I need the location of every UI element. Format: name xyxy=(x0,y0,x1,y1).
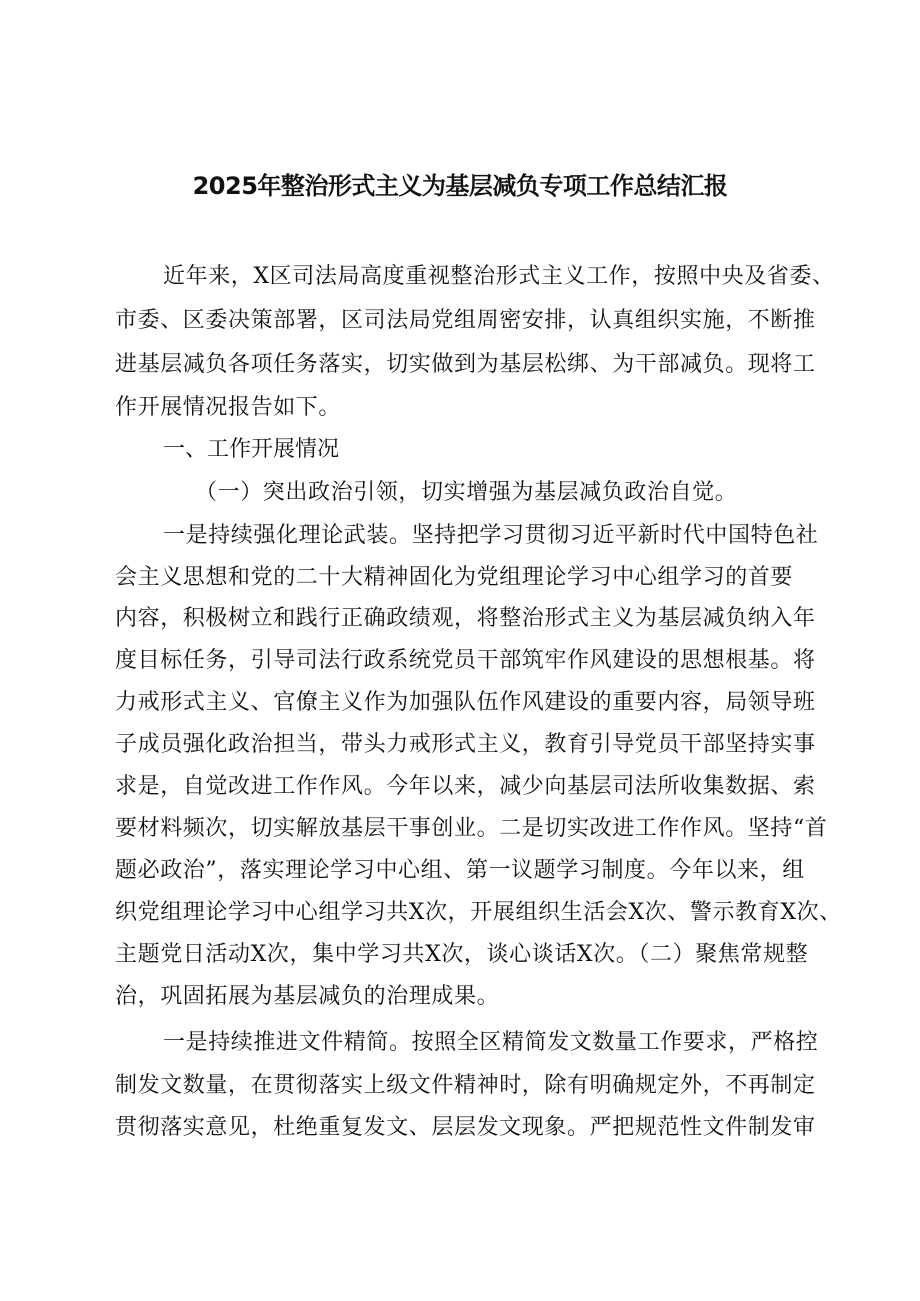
paragraph-line: 求是，自觉改进工作作风。今年以来，减少向基层司法所收集数据、索 xyxy=(115,774,816,799)
paragraph-line: 贯彻落实意见，杜绝重复发文、层层发文现象。严把规范性文件制发审 xyxy=(115,1115,816,1140)
document-title: 2025年整治形式主义为基层减负专项工作总结汇报 xyxy=(192,172,728,200)
section-heading: 一、工作开展情况 xyxy=(163,437,340,462)
paragraph-line: 子成员强化政治担当，带头力戒形式主义，教育引导党员干部坚持实事 xyxy=(115,732,816,757)
paragraph-line: 一是持续推进文件精简。按照全区精简发文数量工作要求，严格控 xyxy=(163,1030,819,1055)
paragraph-line: 要材料频次，切实解放基层干事创业。二是切实改进工作作风。坚持“首 xyxy=(115,816,828,841)
paragraph-line: 主题党日活动X次，集中学习共X次，谈心谈话X次。（二）聚焦常规整 xyxy=(115,942,809,967)
paragraph-line: 一是持续强化理论武装。坚持把学习贯彻习近平新时代中国特色社 xyxy=(163,523,819,548)
paragraph-line: 作开展情况报告如下。 xyxy=(115,395,342,420)
paragraph-line: 市委、区委决策部署，区司法局党组周密安排，认真组织实施，不断推 xyxy=(115,308,816,333)
paragraph-line: 内容，积极树立和践行正确政绩观，将整治形式主义为基层减负纳入年 xyxy=(115,606,816,631)
subsection-heading: （一）突出政治引领，切实增强为基层减负政治自觉。 xyxy=(195,480,738,505)
paragraph-line: 题必政治”，落实理论学习中心组、第一议题学习制度。今年以来，组 xyxy=(115,858,805,883)
paragraph-line: 织党组理论学习中心组学习共X次，开展组织生活会X次、警示教育X次、 xyxy=(115,900,842,925)
paragraph-line: 会主义思想和党的二十大精神固化为党组理论学习中心组学习的首要 xyxy=(115,565,794,590)
paragraph-line: 近年来，X区司法局高度重视整治形式主义工作，按照中央及省委、 xyxy=(163,264,835,289)
paragraph-line: 力戒形式主义、官僚主义作为加强队伍作风建设的重要内容，局领导班 xyxy=(115,690,816,715)
paragraph-line: 进基层减负各项任务落实，切实做到为基层松绑、为干部减负。现将工 xyxy=(115,352,816,377)
paragraph-line: 度目标任务，引导司法行政系统党员干部筑牢作风建设的思想根基。将 xyxy=(115,648,816,673)
paragraph-line: 制发文数量，在贯彻落实上级文件精神时，除有明确规定外，不再制定 xyxy=(115,1073,816,1098)
paragraph-line: 治，巩固拓展为基层减负的治理成果。 xyxy=(115,984,500,1009)
